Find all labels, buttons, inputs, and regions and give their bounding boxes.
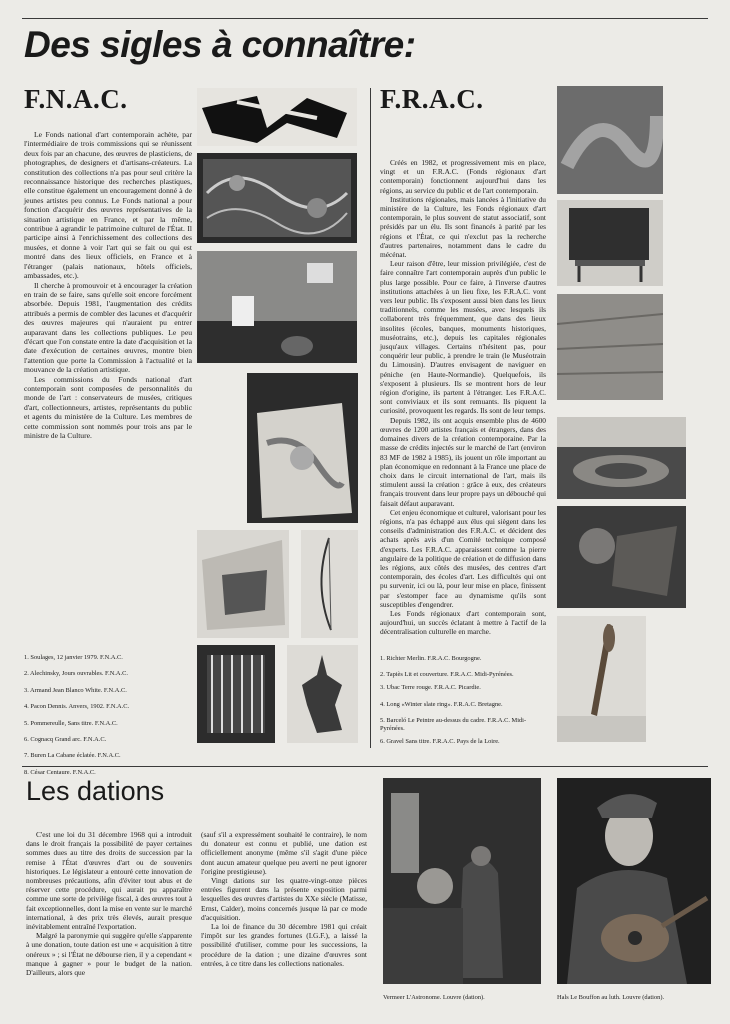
frac-body [380, 158, 546, 637]
frac-paragraph: Cet enjeu économique et culturel, valorisant pour les régions, n'a pas échappé aux élus qui siègent dans les conseils d'administration des F.R.A.C. et décident des achats après avis d'un Comité technique composé d'experts. Les F.R.A.C. apparaissent comme la pierre angulaire de la politique de création et de diffusion dans les régions, aux côtés des musées, des centres d'art contemporain, des écoles d'art. Les difficultés qui ont pu survenir, ici ou là, pour leur mise en place, finissent par s'estomper face au dynamisme qu'ils sont susceptibles d'engendrer. [380, 507, 546, 609]
page-title: Des sigles à connaître: [24, 24, 416, 65]
fnac-photo-armand [197, 251, 357, 363]
dations-col1 [26, 830, 192, 977]
frac-captions [380, 655, 548, 755]
frac-paragraph: Institutions régionales, mais lancées à l'initiative du ministère de la Culture, les Fonds régionaux d'art contemporain, le plus souvent de statut associatif, sont présidés par un élu. Ils sont financés à parité par les régions et l'État, ce qui n'exclut pas la recherche d'autres partenaires, notamment dans le cadre du mécénat. [380, 194, 546, 260]
caption-item: 6. Cognacq Grand arc. F.N.A.C. [24, 735, 107, 743]
caption-item: 1. Soulages, 12 janvier 1979. F.N.A.C. [24, 654, 123, 661]
fnac-photo-alechinsky [197, 153, 357, 243]
frac-heading: F.R.A.C. [380, 84, 484, 114]
dations-photo-hals [557, 778, 711, 984]
dations-paragraph: La loi de finance du 30 décembre 1981 qui créait l'impôt sur les grandes fortunes (I.G.F.), a laissé la possibilité d'utiliser, comme pour les successions, la procédure de la dation ; une dizaine d'œuvres sont entrées, à ce titre dans les collections nationales. [201, 922, 367, 968]
fnac-photo-pacon [247, 373, 358, 523]
caption-item: 5. Pommereulle, Sans titre. F.N.A.C. [24, 719, 118, 727]
fnac-body [24, 130, 192, 440]
dations-rule [22, 766, 708, 767]
fnac-photo-cesar [287, 645, 358, 743]
dations-paragraph: Vingt dations sur les quatre-vingt-onze pièces entrées figurent dans la présente exposition parmi lesquelles des œuvres d'artistes du XXe siècle (Matisse, Ernst, Calder), moins concernés jusque là par ce mode d'acquisition. [201, 876, 367, 922]
caption-item: 5. Barceló Le Peintre au-dessus du cadre. F.R.A.C. Midi-Pyrénées. [380, 717, 527, 733]
column-divider [370, 88, 371, 748]
dations-caption-hals: Hals Le Bouffon au luth. Louvre (dation). [557, 994, 665, 1001]
caption-item: 4. Long «Winter slate ring». F.R.A.C. Bretagne. [380, 700, 503, 708]
fnac-photo-soulages [197, 88, 357, 146]
dations-paragraph: Malgré la paronymie qui suggère qu'elle s'apparente à une donation, toute dation est une « acquisition à titre onéreux » ; si l'État ne débourse rien, il y a cependant « manque à gagner » pour le budget de la nation. D'ailleurs, alors que [26, 931, 192, 978]
fnac-heading: F.N.A.C. [24, 84, 128, 114]
caption-item: 7. Buren La Cabane éclatée. F.N.A.C. [24, 752, 121, 760]
caption-item: 3. Ubac Terre rouge. F.R.A.C. Picardie. [380, 684, 481, 692]
fnac-photo-cognacq [301, 530, 358, 638]
fnac-paragraph: Il cherche à promouvoir et à encourager la création en train de se faire, sans qu'elle soit encore forcément absorbée. Depuis 1981, l'augmentation des crédits attribués a permis de combler des lacunes et d'acquérir des œuvres majeures qui n'auraient pu entrer auparavant dans les collections publiques. Le peu d'écart que l'on constate entre la date d'acquisition et la date d'exécution de certaines œuvres, montre bien l'attention que porte la Commission à l'actualité et la mouvance de la création artistique. [24, 280, 192, 375]
frac-paragraph: Créés en 1982, et progressivement mis en place, vingt et un F.R.A.C. (Fonds régionaux d'art contemporain) fonctionnent aujourd'hui dans les régions, au service du public et de l'art contemporain. [380, 158, 546, 195]
caption-item: 6. Gravel Sans titre. F.R.A.C. Pays de la Loire. [380, 738, 500, 746]
caption-item: 3. Armand Jean Blanco White. F.N.A.C. [24, 686, 127, 694]
dations-heading: Les dations [26, 776, 165, 806]
frac-photo-gravel [557, 616, 646, 742]
dations-paragraph: C'est une loi du 31 décembre 1968 qui a introduit dans le droit français la possibilité de payer certaines sommes dues au titre des droits de succession par la remise à l'État d'œuvres d'art ou de souvenirs historiques. Le législateur a entouré cette innovation de nombreuses précautions, afin d'éviter tout abus et de réserver cette procédure, qui aurait pu apparaître comme une sorte de privilège fiscal, à des œuvres tout à fait exceptionnelles, dont la mise en vente sur le marché international, à des prix très élevés, aurait presque inévitablement entraîné l'exportation. [26, 830, 192, 932]
caption-item: 2. Tapiès Lit et couverture. F.R.A.C. Midi-Pyrénées. [380, 671, 514, 679]
frac-photo-tapies [557, 200, 663, 286]
fnac-photo-pommereulle [197, 530, 289, 638]
dations-photo-vermeer [383, 778, 541, 984]
frac-photo-richter [557, 86, 663, 194]
frac-paragraph: Depuis 1982, ils ont acquis ensemble plus de 4600 œuvres de 1200 artistes français et étrangers, dans des domaines divers de la création contemporaine. Par la masse de crédits injectés sur le marché de l'art (environ 83 MF de 1982 à 1985), ils jouent un rôle important au plan économique en redonnant à la France une place de choix dans le circuit international de l'art, mais ils stimulent aussi la création : grâce à eux, des créateurs français trouvent dans leur propre pays un débouché qui faisait défaut auparavant. [380, 415, 546, 508]
fnac-paragraph: Les commissions du Fonds national d'art contemporain sont composées de personnalités du monde de l'art : conservateurs de musées, critiques d'art, collectionneurs, artistes, représentants du public et agents du ministère de la Culture. Les membres de cette commission sont nommés pour trois ans par le ministre de la Culture. [24, 374, 192, 440]
top-rule [22, 18, 708, 19]
caption-item: 2. Alechinsky, Jours ouvrables. F.N.A.C. [24, 670, 128, 678]
dations-col2 [201, 830, 367, 968]
fnac-photo-buren [197, 645, 275, 743]
frac-photo-long [557, 417, 686, 499]
caption-item: 1. Richter Merlin. F.R.A.C. Bourgogne. [380, 655, 482, 662]
dations-caption-vermeer: Vermeer L'Astronome. Louvre (dation). [383, 994, 485, 1001]
frac-photo-barcelo [557, 506, 686, 608]
frac-paragraph: Leur raison d'être, leur mission privilégiée, c'est de faire connaître l'art contemporain auprès d'un public le plus large possible. Pour ce faire, à l'inverse d'autres institutions attachées à un lieu fixe, les F.R.A.C. vont vers leur public. Ils s'exposent aussi bien dans les lieux traditionnels, comme les musées, avec lesquels ils collaborent très fréquemment, que dans des lieux insolites (écoles, banques, monuments historiques, muséotrains, etc.), depuis les capitales régionales jusqu'aux villages. Certains n'hésitent pas, pour conquérir leur public, à prendre le train (le Muséotrain du Limousin). D'autres envisagent de naviguer en péniche (en Haute-Normandie). Quelquefois, ils s'exposent à plusieurs. Ils se montrent hors de leur région d'origine, ils partent à l'étranger. Les F.R.A.C. sont conviviaux et ils sont remuants. Ils piquent la curiosité, provoquent les regards. Ils sont de leur temps. [380, 259, 546, 416]
caption-item: 4. Pacon Dennis. Anvers, 1902. F.N.A.C. [24, 703, 130, 711]
frac-paragraph: Les Fonds régionaux d'art contemporain sont, aujourd'hui, un succès éclatant à mettre à l'actif de la décentralisation culturelle en marche. [380, 608, 546, 637]
dations-paragraph: (sauf s'il a expressément souhaité le contraire), le nom du donateur est connu et publié, une dation est officiellement anonyme (même s'il s'agit d'une pièce dont aucun amateur quelque peu averti ne peut ignorer l'origine prestigieuse). [201, 830, 367, 876]
caption-item: 8. César Centaure. F.N.A.C. [24, 768, 96, 776]
frac-photo-ubac [557, 294, 663, 400]
fnac-paragraph: Le Fonds national d'art contemporain achète, par l'intermédiaire de trois commissions qui se réunissent deux fois par an chacune, des œuvres de plasticiens, de photographes, de designers et d'artisans-créateurs. La constitution des collections n'a pas pour seul critère la reconnaissance historique des recherches plastiques, elle constitue également un encouragement donné à de jeunes artistes peu connus. Le Fonds national a pour fonction d'acquérir des œuvres représentatives de la situation artistique en France, et par la même, contribue à agrandir le patrimoine culturel de l'État. Il participe ainsi à l'enrichissement des collections des musées, et donne à voir l'art qui se fait ou qui est montré dans des lieux officiels, en France et à l'étranger (palais nationaux, hôtels officiels, ambassades, etc.). [24, 130, 192, 281]
